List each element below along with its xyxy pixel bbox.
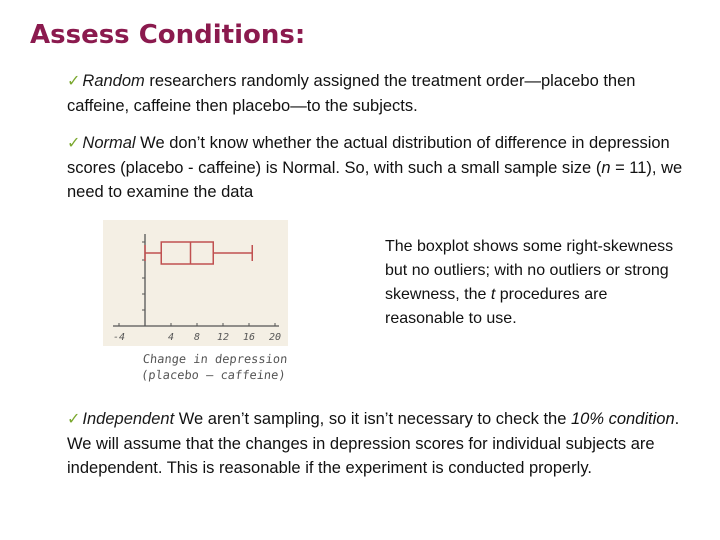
- x-tick-label: 4: [167, 332, 175, 343]
- independent-text-b: . We will assume that the changes in depression scores for individual subjects are independent. This is reasonable if the experiment is conducted properly.: [67, 410, 680, 477]
- boxplot-box: [161, 242, 213, 264]
- x-tick-label: -4: [112, 332, 126, 343]
- n-symbol: n: [601, 159, 611, 177]
- x-tick-label: 12: [216, 332, 230, 343]
- normal-condition: [67, 131, 687, 204]
- check-icon: ✓: [67, 135, 81, 152]
- random-text: researchers randomly assigned the treatment order—placebo then caffeine, caffeine then placebo—to the subjects.: [67, 72, 636, 115]
- boxplot-chart: [103, 220, 288, 346]
- independent-condition: [67, 407, 687, 480]
- boxplot-figure: [103, 220, 288, 346]
- x-tick-label: 8: [193, 332, 201, 343]
- x-tick-label: 20: [268, 332, 282, 343]
- boxplot-xlabel-line1: Change in depression: [142, 352, 289, 366]
- normal-text-b: = 11), we need to examine the data: [67, 159, 683, 201]
- random-condition: [67, 69, 687, 118]
- x-tick-label: 16: [242, 332, 256, 343]
- boxplot-text-a: The boxplot shows some right-skewness but no outliers; with no outliers or strong skewness, the: [385, 238, 674, 303]
- check-icon: ✓: [67, 411, 81, 428]
- ten-percent-condition: 10% condition: [570, 410, 675, 428]
- boxplot-explanation: [385, 235, 685, 331]
- check-icon: ✓: [67, 73, 81, 90]
- t-symbol: t: [490, 286, 496, 303]
- page-title: Assess Conditions:: [30, 20, 306, 50]
- boxplot-caption: [140, 351, 288, 383]
- boxplot-xlabel-line2: (placebo – caffeine): [140, 368, 287, 382]
- independent-text-a: We aren’t sampling, so it isn’t necessary to check the: [174, 410, 571, 428]
- random-label: Random: [82, 72, 145, 90]
- boxplot-text-b: procedures are reasonable to use.: [385, 286, 608, 327]
- normal-label: Normal: [82, 134, 136, 152]
- independent-label: Independent: [82, 410, 175, 428]
- normal-text-a: We don’t know whether the actual distribution of difference in depression scores (placebo - caffeine) is Normal. So, with such a small sample size (: [67, 134, 670, 177]
